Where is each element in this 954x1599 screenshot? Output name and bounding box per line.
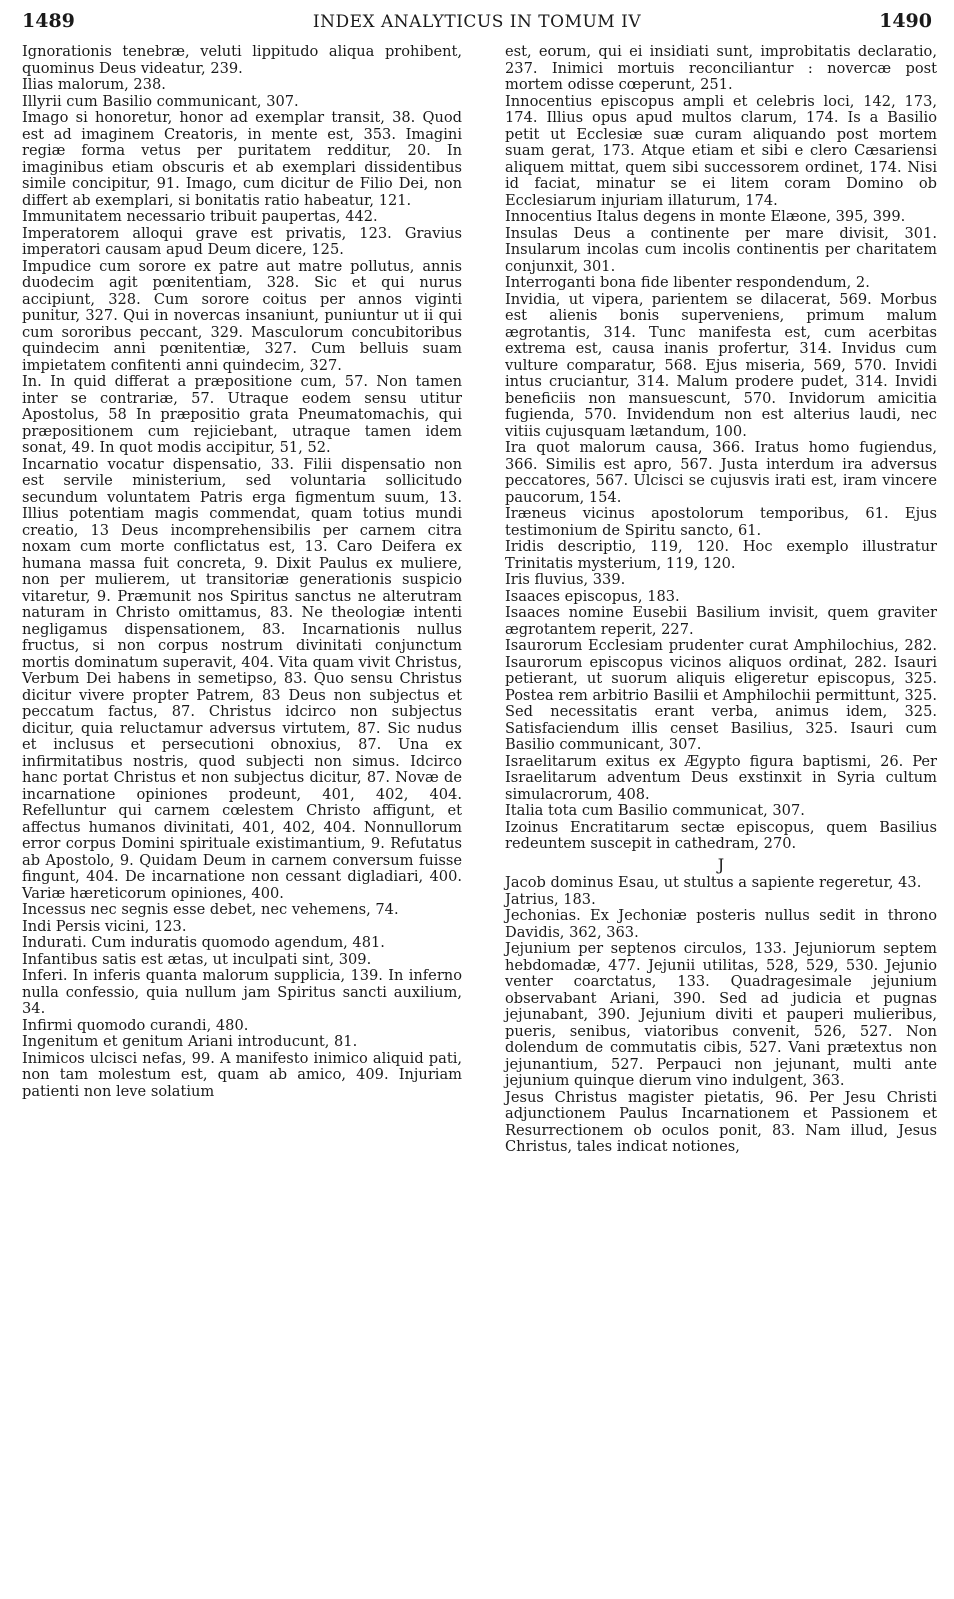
entry-headword: Infantibus satis est ætas, ut inculpati sint, 309.	[22, 950, 372, 968]
index-entry	[22, 902, 462, 919]
index-entry	[22, 374, 462, 457]
entry-text: Non tamen inter se contrariæ, 57. Utraque eodem sensu utitur Apostolus, 58 In præpositio grata Pneumatomachis, qui præpositionem cum rejiciebant, utraque tamen idem sonat, 49. In quot modis accipitur, 51, 52.	[22, 373, 462, 456]
entry-headword: Italia tota cum Basilio communicat, 307.	[505, 802, 805, 819]
index-entry	[505, 605, 937, 638]
entry-text: Gravius imperatori causam apud Deum dicere, 125.	[22, 224, 462, 258]
index-entry	[505, 44, 937, 94]
index-entry	[505, 539, 937, 572]
index-entry	[505, 94, 937, 210]
entry-headword: Iris fluvius, 339.	[505, 571, 626, 588]
entry-headword: Ilias malorum, 238.	[22, 76, 166, 93]
entry-text: Insularum incolas cum incolis continentis per charitatem conjunxit, 301.	[505, 241, 937, 275]
entry-headword: Ingenitum et genitum Ariani introducunt, 81.	[22, 1033, 358, 1050]
entry-text: Filii dispensatio non est servile ministerium, sed voluntaria sollicitudo secundum voluntatem Patris erga figmentum suum, 13. Illius potentiam magis commendat, quam totius mundi creatio, 13 Deus incomprehensibilis per carnem citra noxam cum morte conflictatus est, 13. Caro Deifera ex humana massa fuit concreta, 9. Dixit Paulus ex muliere, non per mulierem, ut transitoriæ generationis suspicio vitaretur, 9. Præmunit nos Spiritus sanctus ne alterutram naturam in Christo omittamus, 83. Ne theologiæ intenti negligamus dispensationem, 83. Incarnationis nullus fructus, si non corpus nostrum divinitati conjunctum mortis dominatum superavit, 404. Vita quam vivit Christus, Verbum Dei habens in semetipso, 83. Quo sensu Christus dicitur vivere propter Patrem, 83 Deus non subjectus et peccatum factus, 87. Christus idcirco non subjectus dicitur, quia reluctamur adversus virtutem, 87. Sic nudus et inclusus et persecutioni obnoxius, 87. Una ex infirmitatibus nostris, quod subjecti non simus. Idcirco hanc portat Christus et non subjectus dicitur, 87. Novæ de incarnatione opiniones prodeunt, 401, 402, 404. Refelluntur qui carnem cœlestem Christo affigunt, et affectus humanos divinitati, 401, 402, 404. Nonnullorum error corpus Domini spirituale existimantium, 9. Refutatus ab Apostolo, 9. Quidam Deum in carnem conversum fuisse fingunt, 404. De incarnatione non cessant digladiari, 400. Variæ hæreticorum opiniones, 400.	[22, 455, 462, 902]
entry-headword: Incarnatio vocatur dispensatio, 33.	[22, 455, 295, 473]
entry-headword: Impudice cum sorore ex patre aut matre pollutus, annis duodecim agit pœnitentiam, 328.	[22, 257, 462, 291]
section-letter: J	[717, 854, 725, 874]
index-entry	[22, 77, 462, 94]
entry-headword: Immunitatem necessario tribuit paupertas, 442.	[22, 208, 378, 225]
entry-text: Iratus homo fugiendus, 366. Similis est apro, 567. Justa interdum ira adversus peccatores, 567. Ulcisci se cujusvis irati est, iram vincere paucorum, 154.	[505, 439, 937, 506]
index-entry	[505, 875, 937, 892]
entry-headword: Jatrius, 183.	[505, 890, 596, 908]
page-number-left: 1489	[22, 10, 75, 32]
index-entry	[505, 292, 937, 441]
index-entry	[22, 952, 462, 969]
entry-text: Morbus est alienis bonis superveniens, primum malum ægrotantis, 314. Tunc manifesta est, cum acerbitas extrema est, causa inanis profertur, 314. Invidus cum vulture comparatur, 568. Ejus miseria, 569, 570. Invidi intus cruciantur, 314. Malum prodere pudet, 314. Invidi beneficiis non mansuescunt, 570. Invidorum amicitia fugienda, 570. Invidendum non est alterius laudi, nec vitiis cujusquam lætandum, 100.	[505, 290, 938, 440]
page-title: INDEX ANALYTICUS IN TOMUM IV	[312, 12, 642, 32]
index-entry	[22, 1018, 462, 1035]
index-entry	[22, 259, 462, 375]
index-entry	[505, 572, 937, 589]
index-entry	[505, 1090, 937, 1156]
entry-headword: Invidia, ut vipera, parientem se dilacerat, 569.	[505, 290, 872, 308]
index-entry	[22, 44, 462, 77]
entry-headword: Inimicos ulcisci nefas, 99.	[22, 1049, 215, 1067]
index-entry	[505, 803, 937, 820]
entry-text: Quod est ad imaginem Creatoris, in mente est, 353. Imagini regiæ forma vetus per puritatem redditur, 20. In imaginibus etiam obscuris et ab exemplari dissidentibus simile concipitur, 91. Imago, cum dicitur de Filio Dei, non differt ab exemplari, si bonitatis ratio habeatur, 121.	[22, 109, 462, 209]
entry-headword: Inferi. In inferis quanta malorum supplicia, 139.	[22, 967, 383, 984]
entry-text: A manifesto inimico aliquid pati, non tam molestum est, quam ab amico, 409. Injuriam patienti non leve solatium	[22, 1049, 463, 1100]
entry-text: Sic et qui nurus accipiunt, 328. Cum sorore coitus per annos viginti punitur, 327. Qui in novercas insaniunt, puniuntur ut ii qui cum sororibus peccant, 329. Masculorum concubitoribus quindecim anni pœnitentiæ, 327. Cum belluis suam impietatem confitenti anni quindecim, 327.	[22, 274, 463, 374]
entry-headword: Jacob dominus Esau, ut stultus a sapiente regeretur, 43.	[505, 874, 922, 891]
entry-text: Hoc exemplo illustratur Trinitatis mysterium, 119, 120.	[505, 538, 937, 572]
entry-headword: Iridis descriptio, 119, 120.	[505, 538, 729, 555]
entry-headword: Isaurorum Ecclesiam prudenter curat Amphilochius, 282.	[505, 637, 937, 654]
index-entry	[505, 892, 937, 909]
index-entry	[22, 919, 462, 936]
index-entry	[505, 506, 937, 539]
entry-text: est, eorum, qui ei insidiati sunt, improbitatis declaratio, 237. Inimici mortuis reconciliantur : novercæ post mortem odisse cœperunt, 251.	[505, 43, 937, 93]
entry-text: Isaurorum episcopus vicinos aliquos ordinat, 282. Isauri petierant, ut suorum aliquis eligeretur episcopus, 325. Postea rem arbitrio Basilii et Amphilochii permittunt, 325. Sed necessitatis erant verba, animus idem, 325. Satisfaciendum illis censet Basilius, 325. Isauri cum Basilio communicant, 307.	[505, 653, 937, 753]
index-entry	[22, 457, 462, 903]
index-entry	[505, 440, 937, 506]
index-entry	[505, 908, 937, 941]
entry-headword: Jesus Christus magister pietatis, 96.	[505, 1088, 799, 1106]
index-entry	[505, 820, 937, 853]
index-entry	[505, 589, 937, 606]
entry-headword: Imago si honoretur, honor ad exemplar transit, 38.	[22, 109, 416, 126]
entry-text: Ejus testimonium de Spiritu sancto, 61.	[505, 505, 937, 539]
index-entry	[22, 226, 462, 259]
left-column	[22, 44, 462, 1100]
index-entry	[505, 209, 937, 226]
index-entry	[22, 1034, 462, 1051]
entry-headword: Israelitarum exitus ex Ægypto figura baptismi, 26.	[505, 752, 904, 770]
entry-text: In inferno nulla confessio, quia nullum jam Spiritus sancti auxilium, 34.	[22, 967, 462, 1017]
entry-headword: Isaaces episcopus, 183.	[505, 587, 680, 605]
index-entry	[22, 110, 462, 209]
entry-text: Per Israelitarum adventum Deus exstinxit in Syria cultum simulacrorum, 408.	[505, 752, 937, 803]
entry-headword: Illyrii cum Basilio communicant, 307.	[22, 92, 299, 110]
index-entry	[22, 209, 462, 226]
entry-text: Jejuniorum septem hebdomadæ, 477. Jejunii utilitas, 528, 529, 530. Jejunio venter coarctatus, 133. Quadragesimale jejunium observabant Ariani, 390. Sed ad judicia et pugnas jejunabant, 390. Jejunium diviti et pauperi mulieribus, pueris, senibus, viatoribus convenit, 526, 527. Non dolendum de commutatis cibis, 527. Vani prætextus non jejunantium, 527. Perpauci non jejunant, multi ante jejunium quinque dierum vino indulgent, 363.	[505, 940, 937, 1089]
entry-headword: Innocentius Italus degens in monte Elæone, 395, 399.	[505, 208, 906, 225]
index-entry	[22, 968, 462, 1018]
entry-headword: Innocentius episcopus ampli et celebris loci, 142, 173, 174.	[505, 92, 937, 126]
entry-headword: In. In quid differat a præpositione cum, 57.	[22, 373, 368, 390]
entry-headword: Indurati. Cum induratis quomodo agendum, 481.	[22, 934, 385, 951]
entry-headword: Interroganti bona fide libenter respondendum, 2.	[505, 274, 870, 291]
page-number-right: 1490	[879, 10, 932, 32]
entry-headword: Isaaces nomine Eusebii Basilium invisit, quem graviter ægrotantem reperit, 227.	[505, 604, 937, 638]
entry-headword: Indi Persis vicini, 123.	[22, 917, 187, 935]
entry-text: Per Jesu Christi adjunctionem Paulus Incarnationem et Passionem et Resurrectionem ob oculos ponit, 83. Nam illud, Jesus Christus, tales indicat notiones,	[505, 1088, 937, 1155]
index-columns	[22, 44, 936, 1591]
index-entry	[22, 1051, 462, 1101]
entry-headword: Ira quot malorum causa, 366.	[505, 439, 745, 456]
entry-headword: Incessus nec segnis esse debet, nec vehemens, 74.	[22, 901, 399, 918]
entry-headword: Insulas Deus a continente per mare divisit, 301.	[505, 224, 937, 242]
index-entry	[505, 754, 937, 804]
index-entry	[505, 638, 937, 754]
entry-headword: Izoinus Encratitarum sectæ episcopus, quem Basilius redeuntem suscepit in cathedram, 270.	[505, 818, 937, 852]
entry-headword: Ignorationis tenebræ, veluti lippitudo aliqua prohibent, quominus Deus videatur, 239.	[22, 43, 462, 77]
index-entry	[505, 275, 937, 292]
index-entry	[505, 941, 937, 1090]
index-entry	[22, 935, 462, 952]
entry-headword: Iræneus vicinus apostolorum temporibus, 61.	[505, 505, 889, 522]
index-entry	[505, 226, 937, 276]
entry-text: Illius opus apud multos clarum, 174. Is a Basilio petit ut Ecclesiæ suæ curam aliquando post mortem suam gerat, 173. Atque etiam et sibi e clero Cæsariensi aliquem mittat, quem sibi successorem ordinet, 174. Nisi id faciat, minatur se ei litem coram Domino ob Ecclesiarum injuriam illaturum, 174.	[505, 109, 937, 209]
entry-headword: Imperatorem alloqui grave est privatis, 123.	[22, 224, 392, 242]
entry-headword: Jejunium per septenos circulos, 133.	[505, 940, 787, 957]
entry-headword: Jechonias. Ex Jechoniæ posteris nullus sedit in throno Davidis, 362, 363.	[505, 907, 937, 941]
running-header	[22, 10, 932, 38]
index-entry	[22, 94, 462, 111]
entry-headword: Infirmi quomodo curandi, 480.	[22, 1016, 249, 1034]
right-column	[505, 44, 937, 1156]
